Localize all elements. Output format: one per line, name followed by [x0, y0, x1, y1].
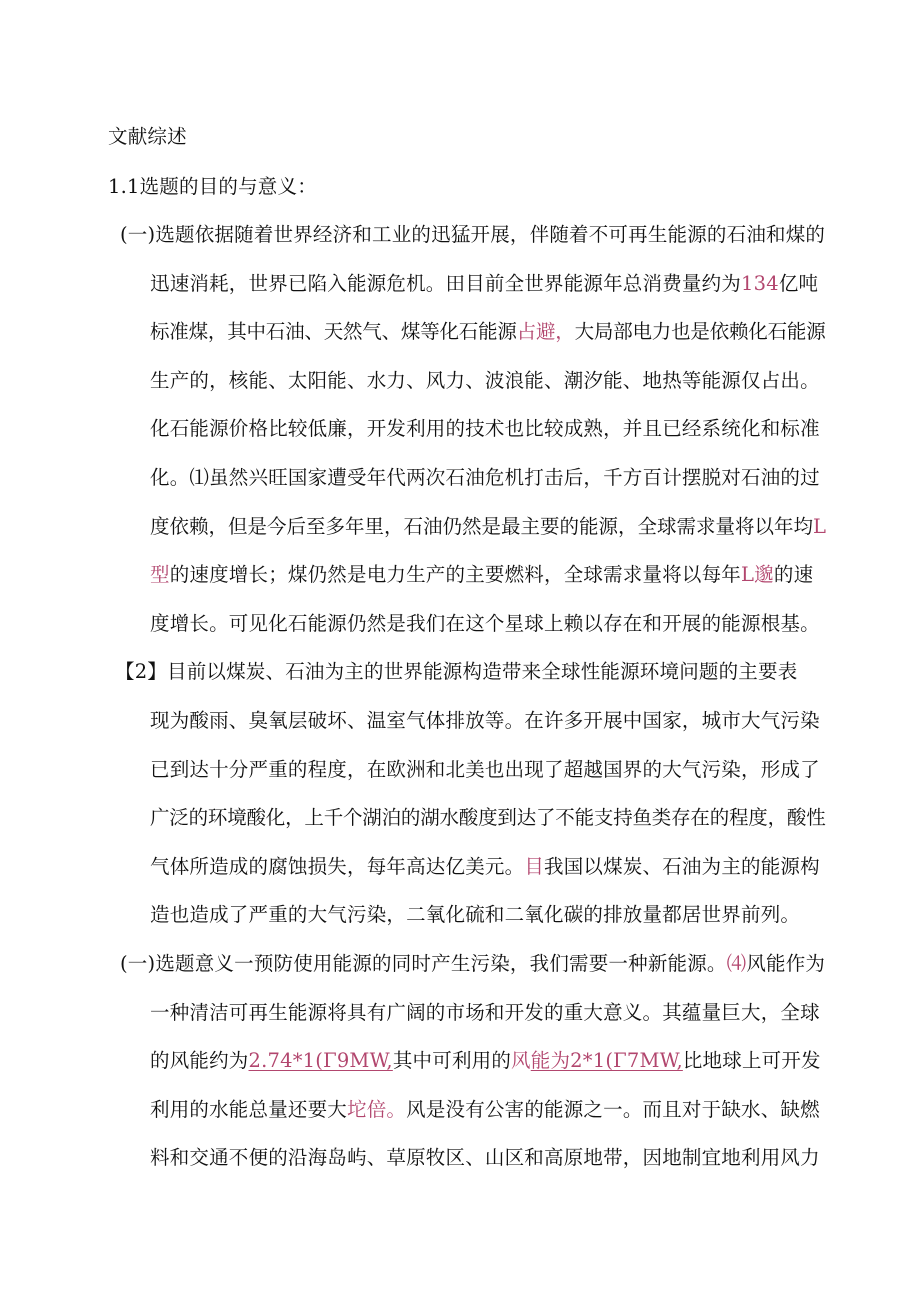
body-line — [150, 758, 820, 782]
body-line — [150, 369, 820, 393]
body-line — [150, 417, 820, 441]
highlighted-text: L邈 — [741, 563, 774, 586]
body-line — [115, 660, 797, 684]
highlighted-text: 风 — [511, 1049, 531, 1072]
text-run: 比地球上可开发 — [682, 1049, 821, 1072]
highlighted-text: L — [813, 515, 826, 538]
body-line — [150, 806, 826, 830]
body-line — [150, 320, 826, 344]
text-run: 度依赖，但是今后至多年里，石油仍然是最主要的能源，全球需求量将以年均 — [150, 515, 814, 538]
text-run: 广泛的环境酸化，上千个湖泊的湖水酸度到达了不能支持鱼类存在的程度，酸性 — [150, 806, 826, 829]
text-run: 的速 — [773, 563, 814, 586]
text-run: 风能作为 — [746, 952, 826, 975]
highlighted-text: 134 — [741, 272, 779, 295]
body-line — [150, 855, 820, 879]
body-line — [150, 272, 818, 296]
text-run: 利用的水能总量还要大 — [150, 1098, 348, 1121]
text-run: 度增长。可见化石能源仍然是我们在这个星球上赖以存在和开展的能源根基。 — [150, 612, 820, 635]
text-run: 气体所造成的腐蚀损失，每年高达亿美元。 — [150, 855, 525, 878]
highlighted-text: 坨倍。 — [347, 1098, 407, 1121]
text-run: 【2】目前以煤炭、石油为主的世界能源构造带来全球性能源环境问题的主要表 — [115, 660, 798, 683]
body-line — [120, 952, 825, 976]
body-line — [150, 709, 820, 733]
text-run: 大局部电力也是依赖化石能源 — [574, 320, 826, 343]
body-line — [150, 515, 826, 539]
highlighted-text: 占避， — [516, 320, 575, 343]
body-line — [150, 1098, 820, 1122]
text-run: 标准煤，其中石油、天然气、煤等化石能源 — [150, 320, 517, 343]
text-run: 迅速消耗，世界已陷入能源危机。田目前全世界能源年总消费量约为 — [150, 272, 742, 295]
text-run: 风是没有公害的能源之一。而且对于缺水、缺燃 — [406, 1098, 820, 1121]
body-line — [150, 612, 820, 636]
body-line — [120, 223, 825, 247]
highlighted-text: 2.74*1(Γ9MW, — [248, 1049, 393, 1072]
highlighted-text: 目 — [524, 855, 545, 878]
text-run: 的速度增长；煤仍然是电力生产的主要燃料，全球需求量将以每年 — [169, 563, 742, 586]
highlighted-text: ⑷ — [726, 952, 747, 975]
highlighted-text: 能为2*1(Γ7MW, — [530, 1049, 683, 1072]
text-run: (一)选题依据随着世界经济和工业的迅猛开展，伴随着不可再生能源的石油和煤的 — [120, 223, 826, 246]
highlighted-text: 型 — [150, 563, 170, 586]
text-run: 已到达十分严重的程度，在欧洲和北美也出现了超越国界的大气污染，形成了 — [150, 758, 820, 781]
body-line — [150, 1146, 820, 1170]
text-run: 我国以煤炭、石油为主的能源构 — [544, 855, 820, 878]
body-line — [150, 1001, 820, 1025]
section-title: 1.1选题的目的与意义： — [108, 175, 317, 198]
text-run: 生产的，核能、太阳能、水力、风力、波浪能、潮汐能、地热等能源仅占出。 — [150, 369, 820, 392]
text-run: 的风能约为 — [150, 1049, 249, 1072]
text-run: 亿吨 — [778, 272, 819, 295]
body-line — [150, 903, 800, 927]
text-run: 一种清洁可再生能源将具有广阔的市场和开发的重大意义。其蕴量巨大，全球 — [150, 1001, 820, 1024]
page-heading: 文献综述 — [108, 125, 187, 148]
text-run: (一)选题意义一预防使用能源的同时产生污染，我们需要一种新能源。 — [120, 952, 727, 975]
text-run: 化。⑴虽然兴旺国家遭受年代两次石油危机打击后，千方百计摆脱对石油的过 — [150, 466, 820, 489]
text-run: 现为酸雨、臭氧层破坏、温室气体排放等。在许多开展中国家，城市大气污染 — [150, 709, 820, 732]
body-line — [150, 466, 820, 490]
body-line — [150, 1049, 821, 1073]
text-run: 化石能源价格比较低廉，开发利用的技术也比较成熟，并且已经系统化和标准 — [150, 417, 820, 440]
text-run: 其中可利用的 — [392, 1049, 512, 1072]
text-run: 料和交通不便的沿海岛屿、草原牧区、山区和高原地带，因地制宜地利用风力 — [150, 1146, 820, 1169]
body-line — [150, 563, 813, 587]
text-run: 造也造成了严重的大气污染，二氧化硫和二氧化碳的排放量都居世界前列。 — [150, 903, 801, 926]
